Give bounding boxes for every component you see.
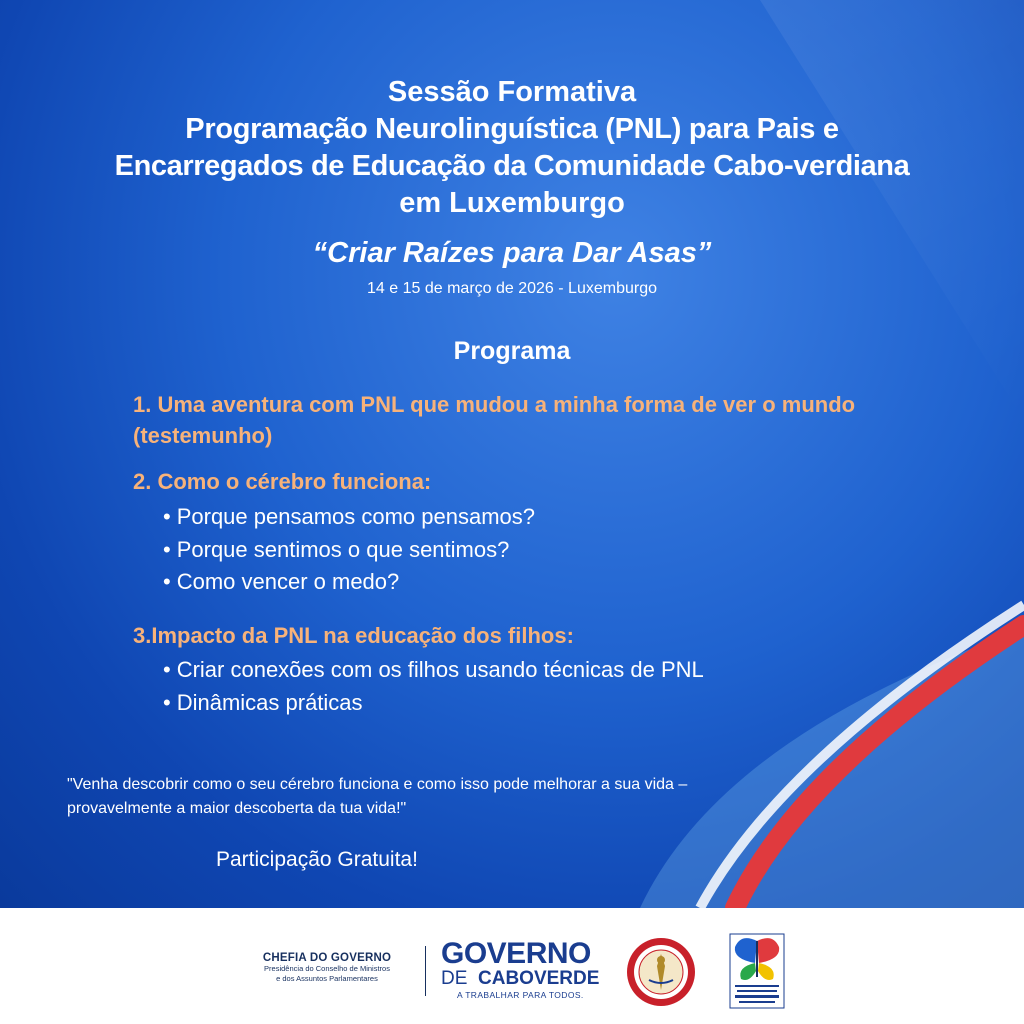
slogan: “Criar Raízes para Dar Asas” [312, 237, 712, 269]
governo-logo-de: DE [441, 968, 468, 989]
event-date: 14 e 15 de março de 2026 - Luxemburgo [367, 280, 657, 297]
quote-text: "Venha descobrir como o seu cérebro funciona e como isso pode melhorar a sua vida – provavelmente a maior descoberta da tua vida!" [67, 776, 688, 817]
program-bullet [163, 535, 509, 565]
program-bullet [163, 688, 363, 718]
governo-tagline: A TRABALHAR PARA TODOS. [457, 990, 584, 1000]
program-bullet [163, 502, 535, 532]
chefia-subtitle-2: e dos Assuntos Parlamentares [276, 974, 378, 983]
bullet-dot-icon: • [163, 690, 171, 715]
bullet-text: Dinâmicas práticas [176, 690, 363, 715]
governo-logo-caboverde: CABOVERDE [478, 968, 600, 989]
free-participation-text: Participação Gratuita! [216, 848, 418, 871]
seal-emblem-icon [625, 936, 697, 1008]
bullet-text: Criar conexões com os filhos usando técnicas de PNL [176, 657, 704, 682]
bullet-text: Porque sentimos o que sentimos? [176, 537, 510, 562]
program-item-2-title: 2. Como o cérebro funciona: [133, 469, 432, 494]
title-line-4: em Luxemburgo [399, 187, 625, 219]
bullet-dot-icon: • [163, 504, 171, 529]
governo-logo-line-1: GOVERNO [441, 937, 591, 970]
butterfly-association-icon [729, 933, 785, 1009]
title-line-2: Programação Neurolinguística (PNL) para Pais e [185, 113, 839, 145]
bullet-dot-icon: • [163, 537, 171, 562]
chefia-do-governo-logo [246, 952, 408, 984]
program-heading: Programa [453, 337, 571, 365]
program-item-3-title: 3.Impacto da PNL na educação dos filhos: [133, 623, 574, 648]
title-line-3: Encarregados de Educação da Comunidade Cabo-verdiana [114, 150, 910, 182]
bullet-dot-icon: • [163, 569, 171, 594]
bullet-text: Como vencer o medo? [176, 569, 400, 594]
chefia-subtitle-1: Presidência do Conselho de Ministros [264, 964, 390, 973]
chefia-title: CHEFIA DO GOVERNO [262, 952, 392, 964]
program-bullet [163, 567, 399, 597]
logo-divider [425, 946, 426, 996]
bullet-dot-icon: • [163, 657, 171, 682]
title-line-1: Sessão Formativa [387, 76, 637, 108]
program-bullet [163, 655, 704, 685]
program-item-1-title: 1. Uma aventura com PNL que mudou a minha forma de ver o mundo (testemunho) [133, 392, 856, 448]
footer-logos [0, 908, 1024, 1024]
bullet-text: Porque pensamos como pensamos? [176, 504, 536, 529]
